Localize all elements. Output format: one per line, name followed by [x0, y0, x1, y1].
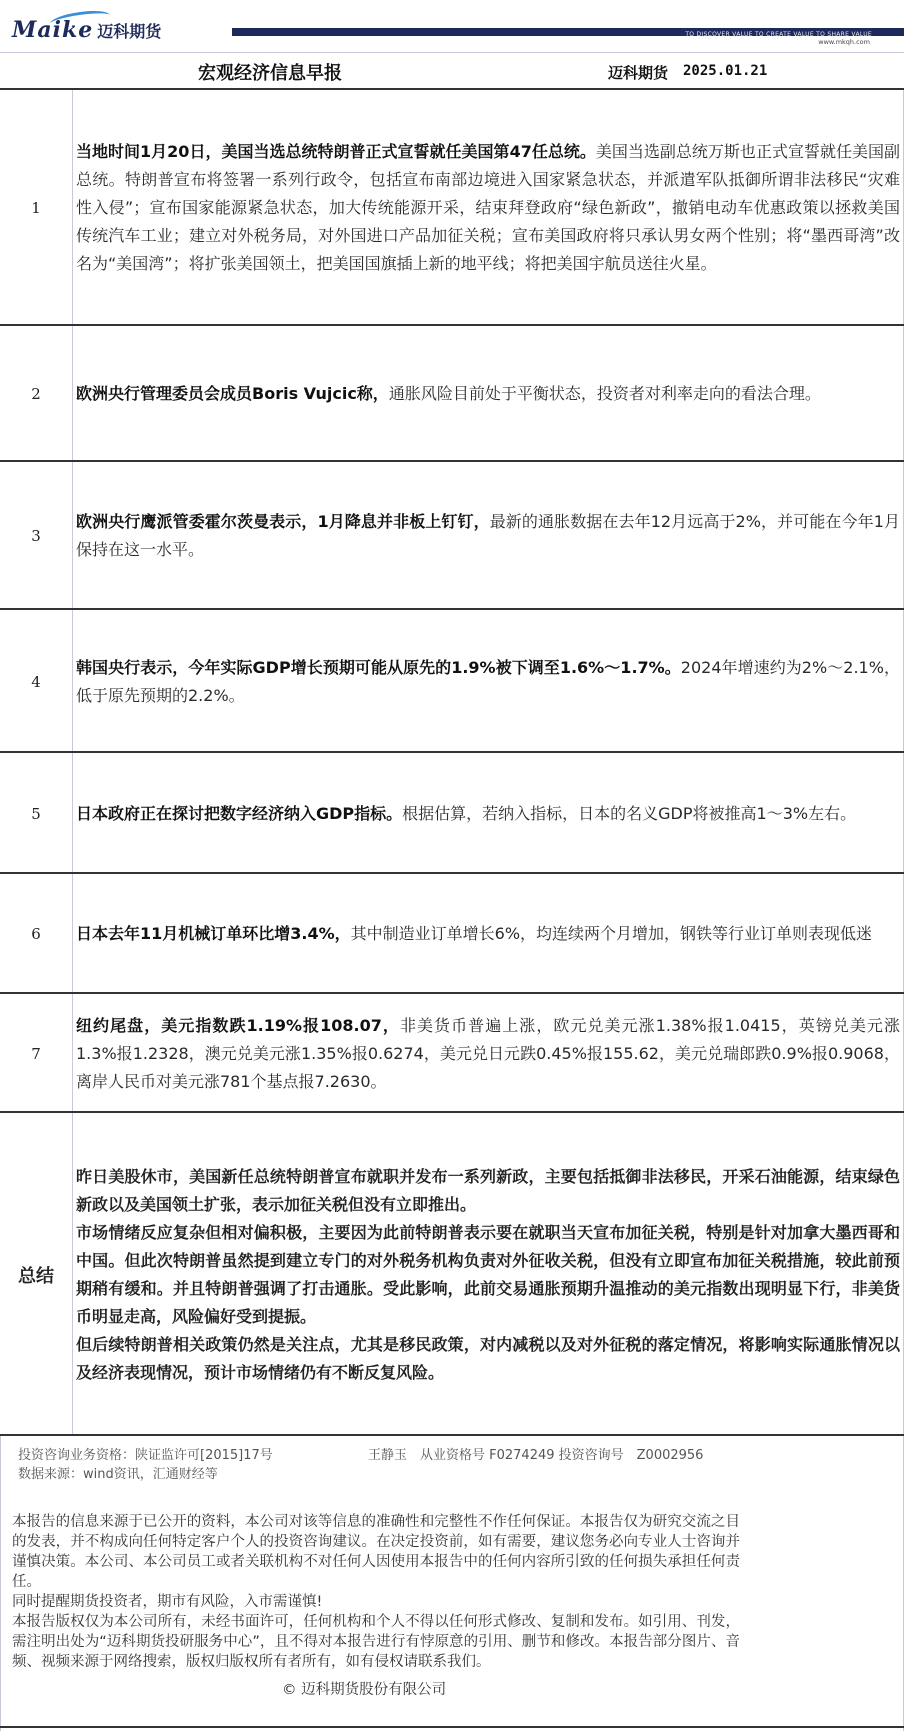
detail: 非美货币普遍上涨，欧元兑美元涨1.38%报1.0415，英镑兑美元涨1.3%报1.2328，澳元兑美元涨1.35%报0.6274，美元兑日元跌0.45%报155.62，美元兑瑞郎跌0.9%报0.9068，离岸人民币对美元涨781个基点报7.2630。 [76, 1015, 900, 1091]
row-number: 3 [0, 462, 73, 610]
news-row [0, 872, 904, 994]
company-logo [12, 18, 161, 42]
news-row [0, 992, 904, 1113]
summary-paragraph: 昨日美股休市，美国新任总统特朗普宣布就职并发布一系列新政，主要包括抵御非法移民，开采石油能源，结束绿色新政以及美国领土扩张，表示加征关税但没有立即推出。 [76, 1166, 900, 1214]
summary-paragraph: 但后续特朗普相关政策仍然是关注点，尤其是移民政策，对内减税以及对外征税的落定情况，将影响实际通胀情况以及经济表现情况，预计市场情绪仍有不断反复风险。 [76, 1334, 900, 1382]
row-content [76, 90, 900, 326]
row-number: 7 [0, 994, 73, 1113]
headline: 欧洲央行管理委员会成员Boris Vujcic称， [76, 384, 389, 403]
row-content [76, 874, 900, 994]
news-row [0, 608, 904, 753]
headline: 纽约尾盘，美元指数跌1.19%报108.07， [76, 1015, 400, 1035]
data-sources: 数据来源：wind资讯，汇通财经等 [18, 1467, 218, 1482]
news-row [0, 460, 904, 610]
footer [0, 1434, 904, 1731]
detail: 2024年增速约为2%～2.1%，低于原先预期的2.2%。 [76, 657, 900, 705]
report-title: 宏观经济信息早报 [198, 63, 342, 84]
risk-warning: 同时提醒期货投资者，期市有风险，入市需谨慎! [12, 1594, 323, 1610]
row-number: 4 [0, 610, 73, 753]
detail: 其中制造业订单增长6%，均连续两个月增加，钢铁等行业订单则表现低迷 [350, 924, 873, 943]
headline: 日本政府正在探讨把数字经济纳入GDP指标。 [76, 803, 403, 823]
headline: 日本去年11月机械订单环比增3.4%， [76, 924, 351, 943]
detail: 通胀风险目前处于平衡状态，投资者对利率走向的看法合理。 [388, 384, 821, 403]
copyright: © 迈科期货股份有限公司 [282, 1682, 447, 1698]
row-number: 6 [0, 874, 73, 994]
detail: 美国当选副总统万斯也正式宣誓就任美国副总统。特朗普宣布将签署一系列行政令，包括宣布南部边境进入国家紧急状态，并派遣军队抵御所谓非法移民“灾难性入侵”；宣布国家能源紧急状态，加大传统能源开采，结束拜登政府“绿色新政”，撤销电动车优惠政策以拯救美国传统汽车工业；建立对外税务局，对外国进口产品加征关税；宣布美国政府将只承认男女两个性别；将“墨西哥湾”改名为“美国湾”；将扩张美国领土，把美国国旗插上新的地平线；将把美国宇航员送往火星。 [76, 142, 900, 273]
copyright-notice: 本报告版权仅为本公司所有，未经书面许可，任何机构和个人不得以任何形式修改、复制和发布。如引用、刊发，需注明出处为“迈科期货投研服务中心”，且不得对本报告进行有悖原意的引用、删节和修改。本报告部分图片、音频、视频来源于网络搜索，版权归版权所有者所有，如有侵权请联系我们。 [12, 1614, 740, 1670]
qualification: 投资咨询业务资格：陕证监许可[2015]17号 [18, 1448, 273, 1463]
headline: 欧洲央行鹰派管委霍尔茨曼表示，1月降息并非板上钉钉， [76, 512, 490, 531]
detail: 根据估算，若纳入指标，日本的名义GDP将被推高1～3%左右。 [402, 803, 857, 823]
summary-paragraph: 市场情绪反应复杂但相对偏积极，主要因为此前特朗普表示要在就职当天宣布加征关税，特别是针对加拿大墨西哥和中国。但此次特朗普虽然提到建立专门的对外税务机构负责对外征收关税，但没有立即宣布加征关税措施，较此前预期稍有缓和。并且特朗普强调了打击通胀。受此影响，此前交易通胀预期升温推动的美元指数出现明显下行，非美货币明显走高，风险偏好受到提振。 [76, 1222, 900, 1326]
header-band [0, 0, 904, 50]
row-number: 2 [0, 326, 73, 462]
disclaimer-paragraph: 本报告的信息来源于已公开的资料，本公司对该等信息的准确性和完整性不作任何保证。本报告仅为研究交流之目的发表，并不构成向任何特定客户个人的投资咨询建议。在决定投资前，如有需要，建议您务必向专业人士咨询并谨慎决策。本公司、本公司员工或者关联机构不对任何人因使用本报告中的任何内容所引致的任何损失承担任何责任。 [12, 1514, 740, 1590]
analyst-info: 王静玉 从业资格号 F0274249 投资咨询号 Z0002956 [368, 1448, 704, 1463]
row-content [76, 610, 900, 753]
bottom-rule [0, 1726, 904, 1728]
summary-row [0, 1111, 904, 1436]
row-content [76, 994, 900, 1113]
news-row [0, 88, 904, 326]
logo-chinese-text: 迈科期货 [97, 21, 162, 41]
slogan: TO DISCOVER VALUE TO CREATE VALUE TO SHARE VALUE [685, 31, 872, 38]
detail: 最新的通胀数据在去年12月远高于2%，并可能在今年1月保持在这一水平。 [76, 512, 900, 559]
news-row [0, 324, 904, 462]
row-number: 5 [0, 753, 73, 874]
headline: 韩国央行表示，今年实际GDP增长预期可能从原先的1.9%被下调至1.6%～1.7%。 [76, 657, 681, 677]
summary-content [76, 1113, 900, 1436]
report-date: 2025.01.21 [683, 63, 768, 79]
disclaimer [12, 1512, 740, 1672]
row-content [76, 753, 900, 874]
website: www.mkqh.com [818, 38, 870, 46]
row-content [76, 326, 900, 462]
row-content [76, 462, 900, 610]
report-org: 迈科期货 [608, 64, 669, 82]
title-row [0, 52, 904, 90]
summary-label: 总结 [0, 1113, 73, 1436]
news-row [0, 751, 904, 874]
logo-latin-text: Maike [12, 17, 94, 43]
row-number: 1 [0, 90, 73, 326]
headline: 当地时间1月20日，美国当选总统特朗普正式宣誓就任美国第47任总统。 [76, 142, 596, 161]
